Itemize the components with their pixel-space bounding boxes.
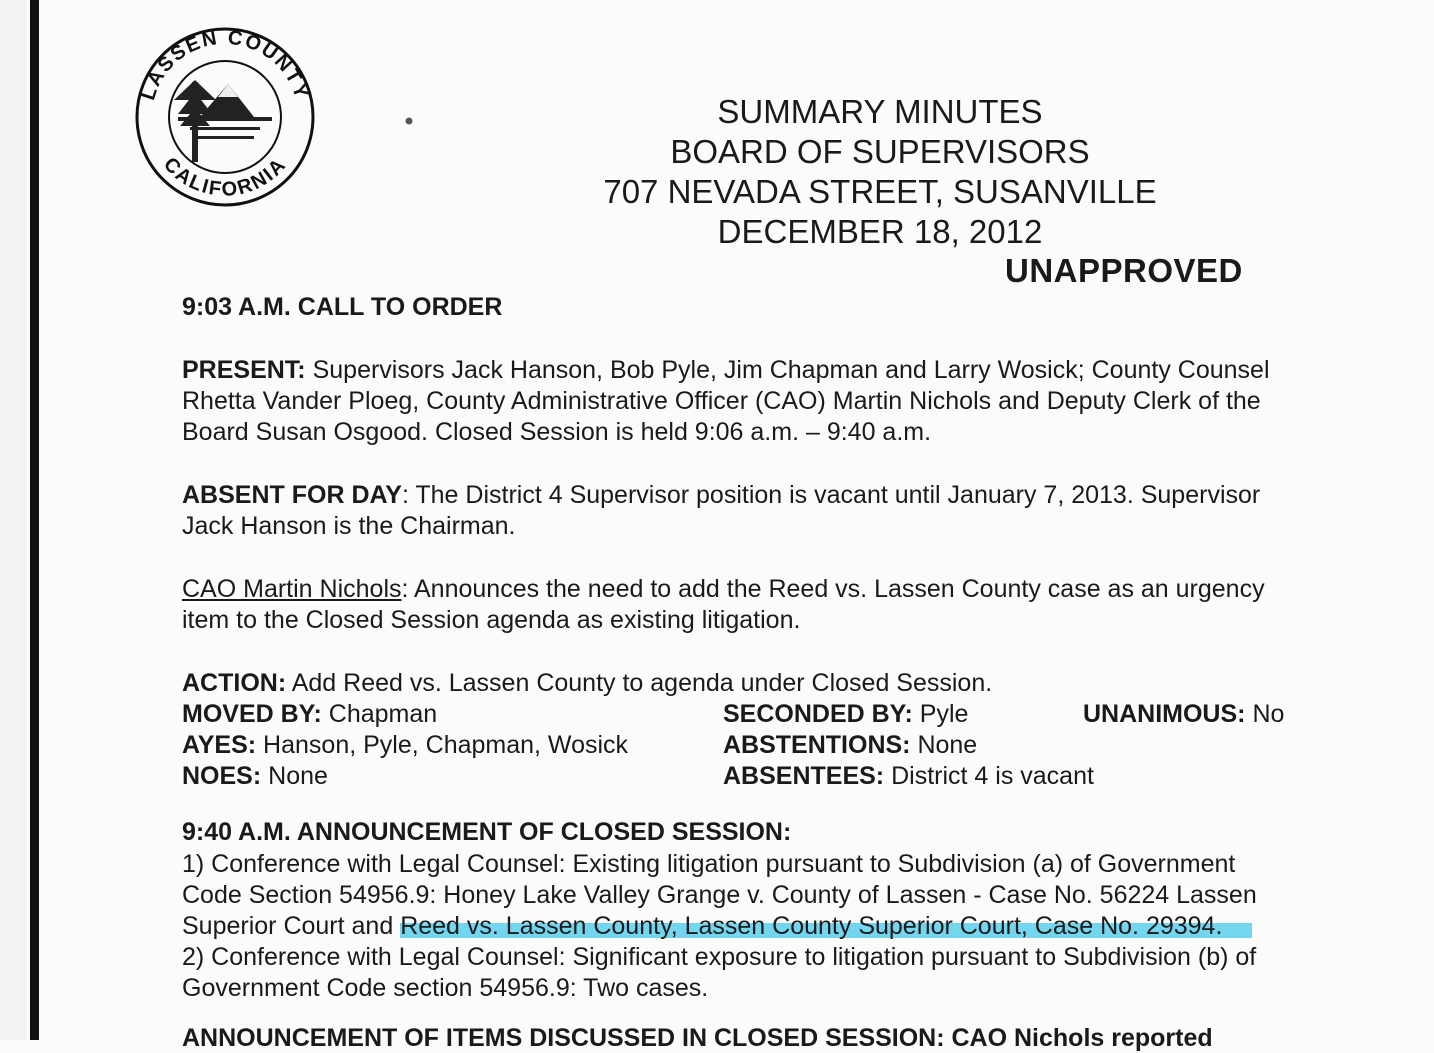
absent-line-2: Jack Hanson is the Chairman. <box>182 512 516 540</box>
present-label: PRESENT: <box>182 356 306 384</box>
moved-label: MOVED BY: <box>182 700 322 728</box>
closed-session-line-1: 1) Conference with Legal Counsel: Existing litigation pursuant to Subdivision (a) of Government <box>182 850 1236 878</box>
status-badge: UNAPPROVED <box>1005 252 1243 289</box>
svg-text:CALIFORNIA: CALIFORNIA <box>158 153 292 201</box>
noes-label: NOES: <box>182 762 262 790</box>
unanimous-value: No <box>1245 700 1285 728</box>
closed-session-line-2: Code Section 54956.9: Honey Lake Valley Grange v. County of Lassen - Case No. 56224 Lassen <box>182 881 1257 909</box>
margin-rule <box>30 0 39 1040</box>
closed-session-line-5: Government Code section 54956.9: Two cases. <box>182 974 709 1002</box>
seconded-by <box>723 699 968 730</box>
closed-session-line-3 <box>182 911 1252 942</box>
absent-line-1 <box>182 480 1260 511</box>
absentees-value: District 4 is vacant <box>884 762 1094 790</box>
seconded-value: Pyle <box>912 700 969 728</box>
present-line-1 <box>182 355 1270 386</box>
lassen-county-seal-icon <box>130 22 320 212</box>
moved-value: Chapman <box>321 700 438 728</box>
moved-by <box>182 699 437 730</box>
cao-text-1: : Announces the need to add the Reed vs. Lassen County case as an urgency <box>401 575 1265 603</box>
action-line <box>182 668 992 699</box>
doc-address: 707 NEVADA STREET, SUSANVILLE <box>603 173 1157 210</box>
abstentions <box>723 730 977 761</box>
abstentions-value: None <box>910 731 978 759</box>
closed-session-line-3a: Superior Court and <box>182 912 401 940</box>
unanimous <box>1083 699 1284 730</box>
unanimous-label: UNANIMOUS: <box>1083 700 1246 728</box>
abstentions-label: ABSTENTIONS: <box>723 731 911 759</box>
doc-title: SUMMARY MINUTES <box>717 93 1043 130</box>
cut-off-line: ANNOUNCEMENT OF ITEMS DISCUSSED IN CLOSED SESSION: CAO Nichols reported <box>182 1024 1213 1052</box>
cao-line-1 <box>182 574 1265 605</box>
cao-name: CAO Martin Nichols <box>182 575 402 603</box>
noes <box>182 761 328 792</box>
doc-subtitle: BOARD OF SUPERVISORS <box>670 133 1090 170</box>
action-label: ACTION: <box>182 669 287 697</box>
scan-edge <box>0 0 26 1040</box>
absent-text-1: : The District 4 Supervisor position is vacant until January 7, 2013. Supervisor <box>401 481 1261 509</box>
ayes-value: Hanson, Pyle, Chapman, Wosick <box>256 731 629 759</box>
svg-text:LASSEN COUNTY: LASSEN COUNTY <box>137 26 313 103</box>
scan-speck-icon <box>404 116 416 126</box>
closed-session-heading: 9:40 A.M. ANNOUNCEMENT OF CLOSED SESSION: <box>182 818 792 846</box>
call-to-order: 9:03 A.M. CALL TO ORDER <box>182 293 503 321</box>
absentees-label: ABSENTEES: <box>723 762 885 790</box>
ayes <box>182 730 628 761</box>
seconded-label: SECONDED BY: <box>723 700 913 728</box>
doc-date: DECEMBER 18, 2012 <box>717 213 1043 250</box>
absentees <box>723 761 1094 792</box>
noes-value: None <box>261 762 328 790</box>
action-text: Add Reed vs. Lassen County to agenda under Closed Session. <box>286 669 993 697</box>
closed-session-line-4: 2) Conference with Legal Counsel: Significant exposure to litigation pursuant to Subdivision (b) of <box>182 943 1257 971</box>
highlighted-case: Reed vs. Lassen County, Lassen County Superior Court, Case No. 29394. <box>400 912 1252 940</box>
present-text-1: Supervisors Jack Hanson, Bob Pyle, Jim Chapman and Larry Wosick; County Counsel <box>312 356 1270 384</box>
absent-label: ABSENT FOR DAY <box>182 481 402 509</box>
present-line-2: Rhetta Vander Ploeg, County Administrative Officer (CAO) Martin Nichols and Deputy Clerk of the <box>182 387 1261 415</box>
cao-line-2: item to the Closed Session agenda as existing litigation. <box>182 606 801 634</box>
present-line-3: Board Susan Osgood. Closed Session is held 9:06 a.m. – 9:40 a.m. <box>182 418 932 446</box>
ayes-label: AYES: <box>182 731 257 759</box>
